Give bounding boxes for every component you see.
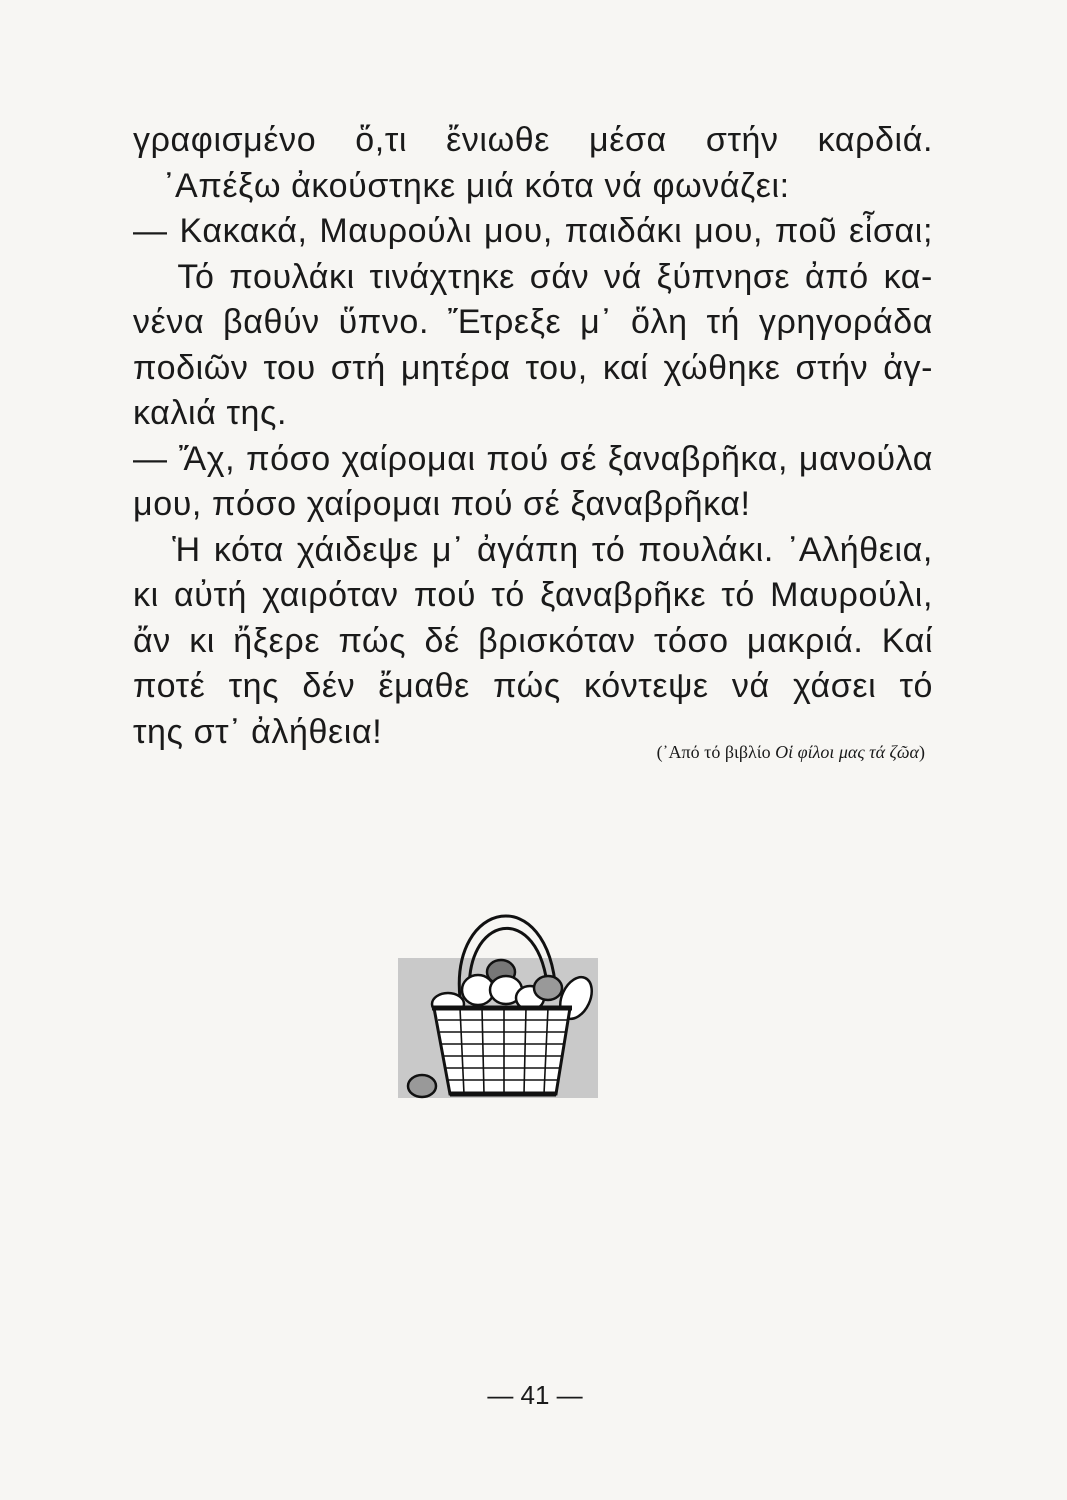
source-suffix: ) (919, 742, 925, 762)
text-line: Ἡ κότα χάιδεψε μ᾿ ἀγάπη τό πουλάκι. ᾿Αλήθεια, (133, 530, 933, 569)
text-line: ἄν κι ἤξερε πώς δέ βρισκόταν τόσο μακριά. Καί (133, 621, 933, 660)
source-title: Οἱ φίλοι μας τά ζῶα (775, 742, 919, 762)
text-line: — Ἄχ, πόσο χαίρομαι πού σέ ξαναβρῆκα, μανούλα (133, 439, 933, 478)
text-line: Τό πουλάκι τινάχτηκε σάν νά ξύπνησε ἀπό κα- (133, 257, 933, 296)
text-line: ποδιῶν του στή μητέρα του, καί χώθηκε στήν ἀγ- (133, 348, 933, 387)
basket-body (432, 1008, 572, 1094)
text-line: νένα βαθύν ὕπνο. Ἔτρεξε μ᾿ ὅλη τή γρηγοράδα (133, 303, 933, 341)
story-text (133, 118, 933, 755)
text-line: — Κακακά, Μαυρούλι μου, παιδάκι μου, ποῦ εἶσαι; (133, 212, 933, 250)
easter-basket-illustration (398, 880, 708, 1120)
text-line: μου, πόσο χαίρομαι πού σέ ξαναβρῆκα! (133, 485, 751, 523)
text-line: της στ᾿ ἀλήθεια! (133, 712, 383, 751)
page-number: — 41 — (487, 1380, 583, 1410)
text-line: ᾿Απέξω ἀκούστηκε μιά κότα νά φωνάζει: (133, 166, 790, 205)
text-line: γραφισμένο ὅ,τι ἔνιωθε μέσα στήν καρδιά. (133, 121, 933, 159)
source-citation (505, 740, 925, 764)
source-prefix: (᾿Από τό βιβλίο (656, 742, 776, 762)
text-line: κι αὐτή χαιρόταν πού τό ξαναβρῆκε τό Μαυρούλι, (133, 576, 933, 614)
text-line: καλιά της. (133, 394, 288, 432)
text-line: ποτέ της δέν ἔμαθε πώς κόντεψε νά χάσει τό (133, 667, 933, 705)
